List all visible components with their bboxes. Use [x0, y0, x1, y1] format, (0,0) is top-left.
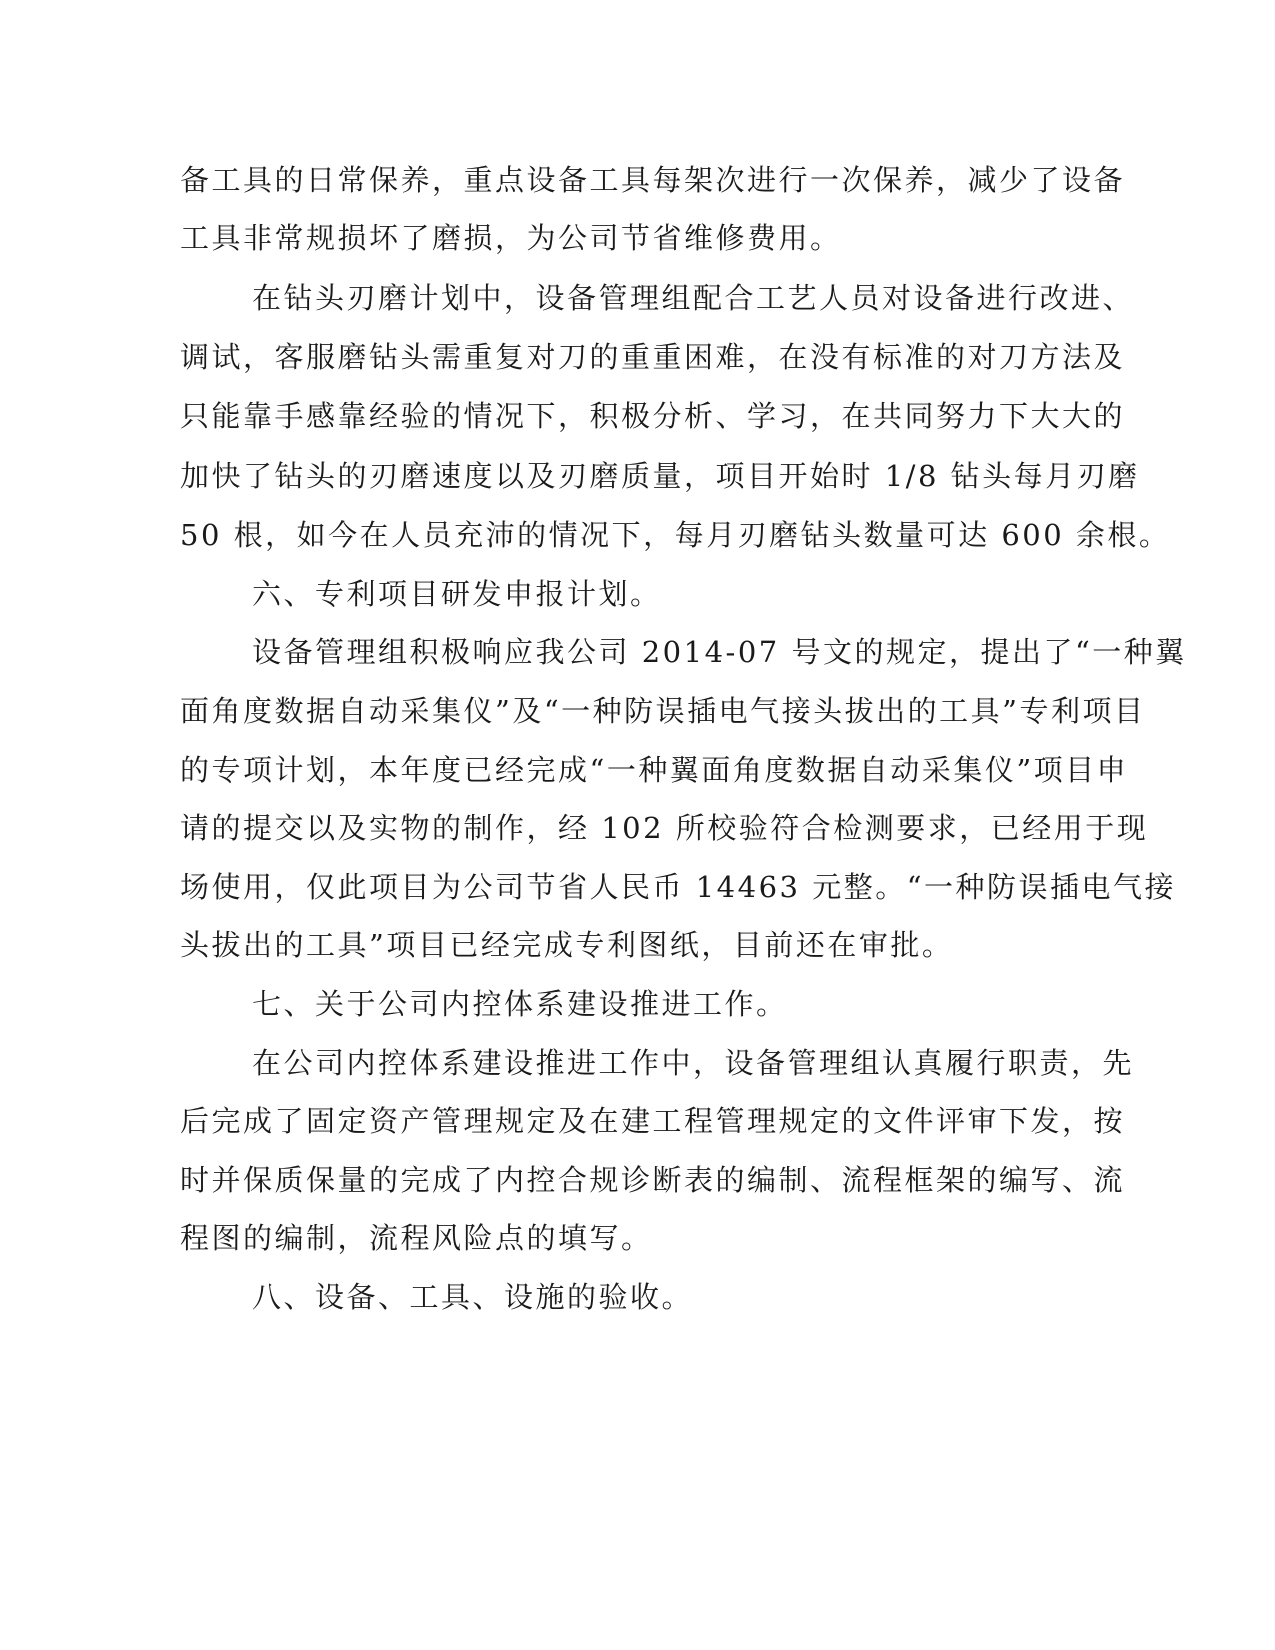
text-line: 加快了钻头的刃磨速度以及刃磨质量，项目开始时 1/8 钻头每月刃磨	[180, 459, 1140, 493]
text-line: 在公司内控体系建设推进工作中，设备管理组认真履行职责，先	[252, 1046, 1135, 1080]
text-line: 请的提交以及实物的制作，经 102 所校验符合检测要求，已经用于现	[180, 811, 1149, 845]
text-line: 的专项计划，本年度已经完成“一种翼面角度数据自动采集仪”项目申	[180, 753, 1129, 787]
section-heading: 七、关于公司内控体系建设推进工作。	[252, 987, 788, 1021]
section-heading: 六、专利项目研发申报计划。	[252, 577, 662, 611]
text-line: 头拔出的工具”项目已经完成专利图纸，目前还在审批。	[180, 928, 954, 962]
text-line: 备工具的日常保养，重点设备工具每架次进行一次保养，减少了设备	[180, 163, 1126, 197]
text-line: 时并保质保量的完成了内控合规诊断表的编制、流程框架的编写、流	[180, 1163, 1126, 1197]
text-line: 50 根，如今在人员充沛的情况下，每月刃磨钻头数量可达 600 余根。	[180, 518, 1171, 552]
text-line: 只能靠手感靠经验的情况下，积极分析、学习，在共同努力下大大的	[180, 399, 1126, 433]
section-heading: 八、设备、工具、设施的验收。	[252, 1280, 694, 1314]
text-line: 场使用，仅此项目为公司节省人民币 14463 元整。“一种防误插电气接	[180, 870, 1177, 904]
text-line: 调试，客服磨钻头需重复对刀的重重困难，在没有标准的对刀方法及	[180, 340, 1126, 374]
text-line: 后完成了固定资产管理规定及在建工程管理规定的文件评审下发，按	[180, 1104, 1126, 1138]
text-line: 在钻头刃磨计划中，设备管理组配合工艺人员对设备进行改进、	[252, 281, 1135, 315]
text-line: 程图的编制，流程风险点的填写。	[180, 1221, 653, 1255]
text-line: 工具非常规损坏了磨损，为公司节省维修费用。	[180, 221, 842, 255]
text-line: 面角度数据自动采集仪”及“一种防误插电气接头拔出的工具”专利项目	[180, 694, 1146, 728]
text-line: 设备管理组积极响应我公司 2014-07 号文的规定，提出了“一种翼	[252, 635, 1187, 669]
